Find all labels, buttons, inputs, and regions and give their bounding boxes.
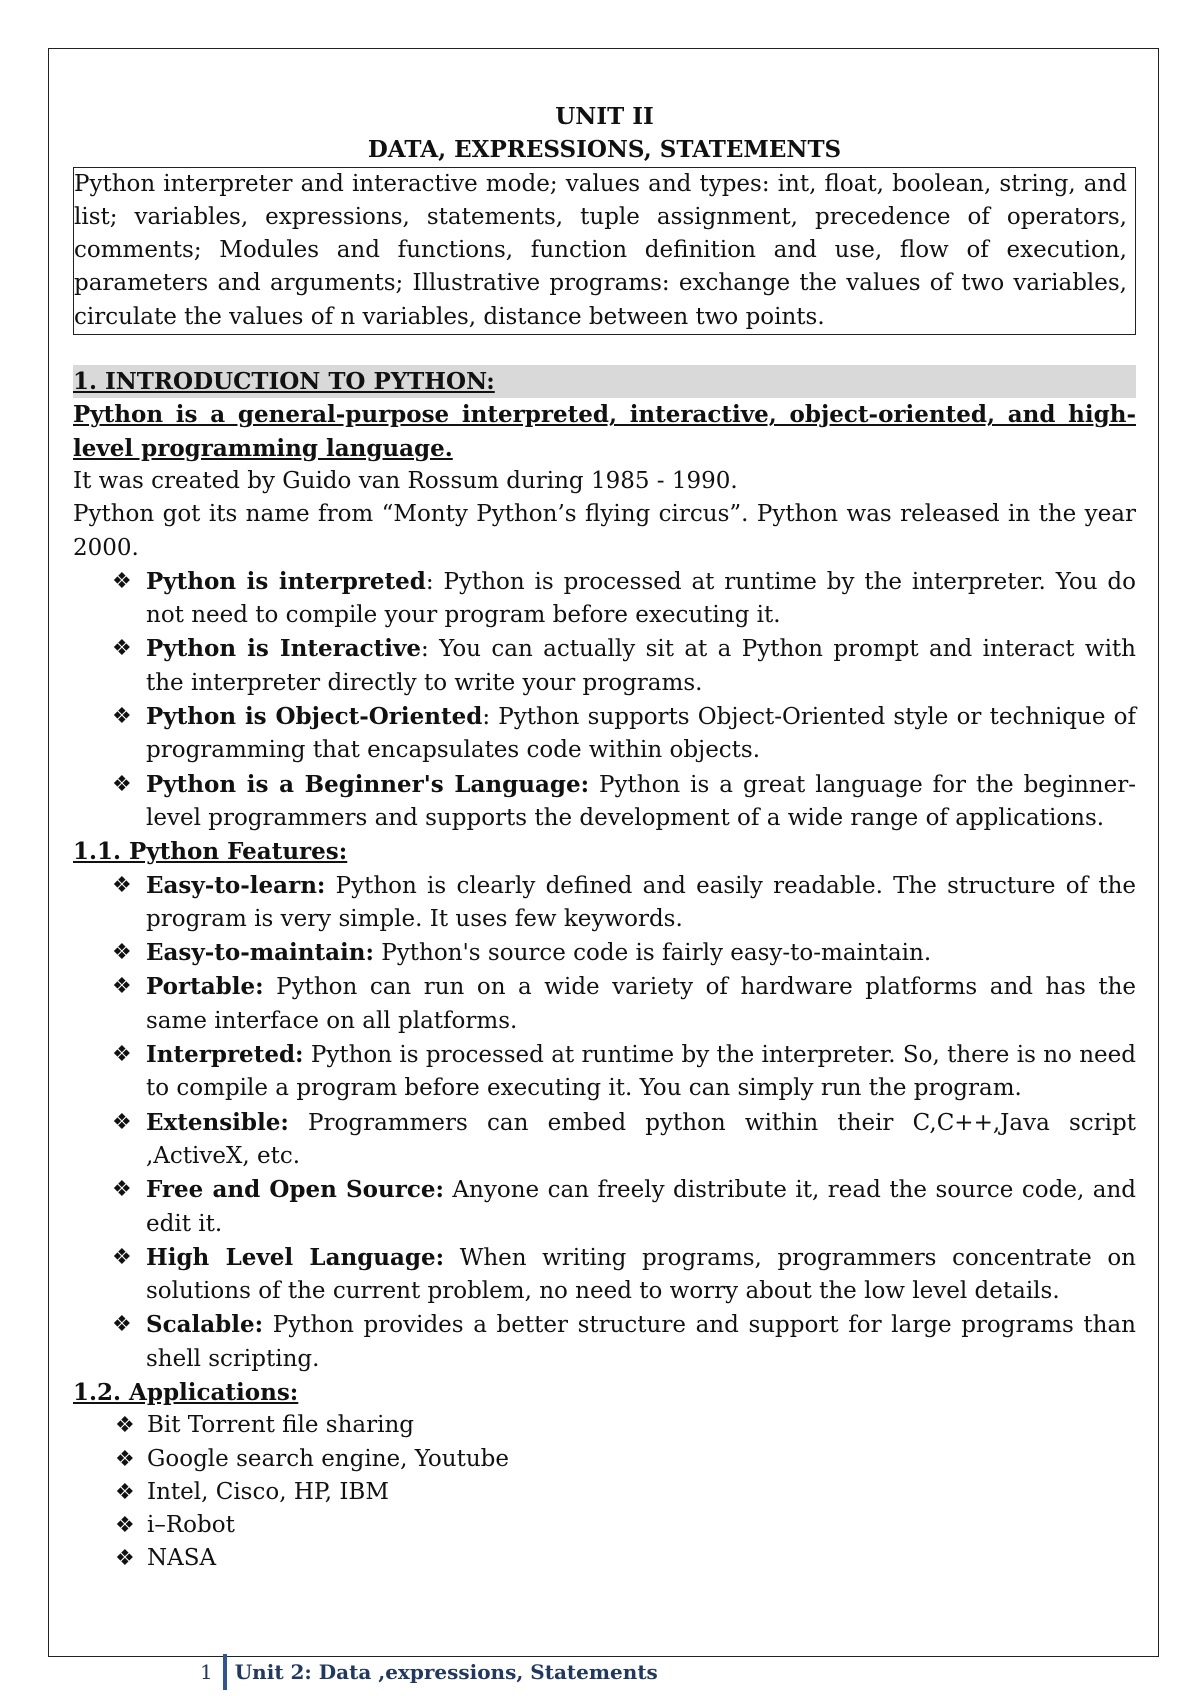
diamond-bullet-icon: ❖ (112, 704, 132, 730)
list-item: ❖ i–Robot (115, 1509, 1136, 1542)
list-item: ❖ Extensible: Programmers can embed python within their C,C++,Java script ,ActiveX, etc. (146, 1106, 1136, 1174)
list-item: ❖ Interpreted: Python is processed at runtime by the interpreter. So, there is no need to compile a program before executing it. You can simply run the program. (146, 1038, 1136, 1106)
features-heading: 1.1. Python Features: (73, 838, 348, 866)
diamond-bullet-icon: ❖ (112, 1042, 132, 1068)
page-number: 1 (200, 1660, 213, 1684)
syllabus-box (73, 167, 1136, 335)
list-item: ❖ NASA (115, 1542, 1136, 1575)
intro-para-2: Python got its name from “Monty Python’s flying circus”. Python was released in the year 2000. (73, 501, 1136, 561)
list-item: ❖ Intel, Cisco, HP, IBM (115, 1476, 1136, 1509)
diamond-bullet-icon: ❖ (112, 940, 132, 966)
diamond-bullet-icon: ❖ (115, 1479, 135, 1505)
list-item: ❖ Portable: Python can run on a wide variety of hardware platforms and has the same interface on all platforms. (146, 970, 1136, 1038)
applications-list (73, 1409, 1136, 1575)
diamond-bullet-icon: ❖ (112, 771, 132, 797)
unit-label: UNIT II (555, 103, 654, 130)
list-item: ❖ Easy-to-maintain: Python's source code is fairly easy-to-maintain. (146, 936, 1136, 970)
intro-heading: 1. INTRODUCTION TO PYTHON: (73, 365, 1136, 398)
footer-text: Unit 2: Data ,expressions, Statements (234, 1660, 658, 1684)
diamond-bullet-icon: ❖ (112, 1244, 132, 1270)
diamond-bullet-icon: ❖ (112, 1109, 132, 1135)
applications-heading: 1.2. Applications: (73, 1378, 299, 1406)
diamond-bullet-icon: ❖ (112, 872, 132, 898)
diamond-bullet-icon: ❖ (115, 1546, 135, 1572)
intro-list (73, 565, 1136, 835)
diamond-bullet-icon: ❖ (112, 1312, 132, 1338)
page-content (73, 100, 1136, 1576)
list-item: ❖ Google search engine, Youtube (115, 1443, 1136, 1476)
list-item: ❖ Python is Interactive: You can actually sit at a Python prompt and interact with the interpreter directly to write your programs. (146, 632, 1136, 700)
diamond-bullet-icon: ❖ (115, 1413, 135, 1439)
diamond-bullet-icon: ❖ (115, 1513, 135, 1539)
syllabus-text: Python interpreter and interactive mode; values and types: int, float, boolean, string, and list; variables, expressions, statements, tuple assignment, precedence of operators, comments; Modules and functions, function definition and use, flow of execution, parameters and arguments; Illustrative programs: exchange the values of two variables, circulate the values of n variables, distance between two points. (74, 170, 1127, 330)
list-item: ❖ High Level Language: When writing programs, programmers concentrate on solutions of the current problem, no need to worry about the low level details. (146, 1241, 1136, 1309)
intro-para-1: It was created by Guido van Rossum during 1985 - 1990. (73, 467, 738, 494)
diamond-bullet-icon: ❖ (112, 636, 132, 662)
features-list (73, 869, 1136, 1376)
diamond-bullet-icon: ❖ (112, 1177, 132, 1203)
list-item: ❖ Python is Object-Oriented: Python supports Object-Oriented style or technique of programming that encapsulates code within objects. (146, 700, 1136, 768)
page-footer (200, 1654, 658, 1690)
list-item: ❖ Easy-to-learn: Python is clearly defined and easily readable. The structure of the program is very simple. It uses few keywords. (146, 869, 1136, 937)
intro-lead: Python is a general-purpose interpreted, interactive, object-oriented, and high-level programming language. (73, 401, 1136, 462)
footer-divider (223, 1654, 227, 1690)
list-item: ❖ Python is interpreted: Python is processed at runtime by the interpreter. You do not need to compile your program before executing it. (146, 565, 1136, 633)
list-item: ❖ Scalable: Python provides a better structure and support for large programs than shell scripting. (146, 1308, 1136, 1376)
list-item: ❖ Free and Open Source: Anyone can freely distribute it, read the source code, and edit it. (146, 1173, 1136, 1241)
diamond-bullet-icon: ❖ (112, 568, 132, 594)
diamond-bullet-icon: ❖ (112, 974, 132, 1000)
unit-title: DATA, EXPRESSIONS, STATEMENTS (367, 136, 842, 164)
list-item: ❖ Bit Torrent file sharing (115, 1409, 1136, 1442)
diamond-bullet-icon: ❖ (115, 1446, 135, 1472)
list-item: ❖ Python is a Beginner's Language: Python is a great language for the beginner-level programmers and supports the development of a wide range of applications. (146, 768, 1136, 836)
